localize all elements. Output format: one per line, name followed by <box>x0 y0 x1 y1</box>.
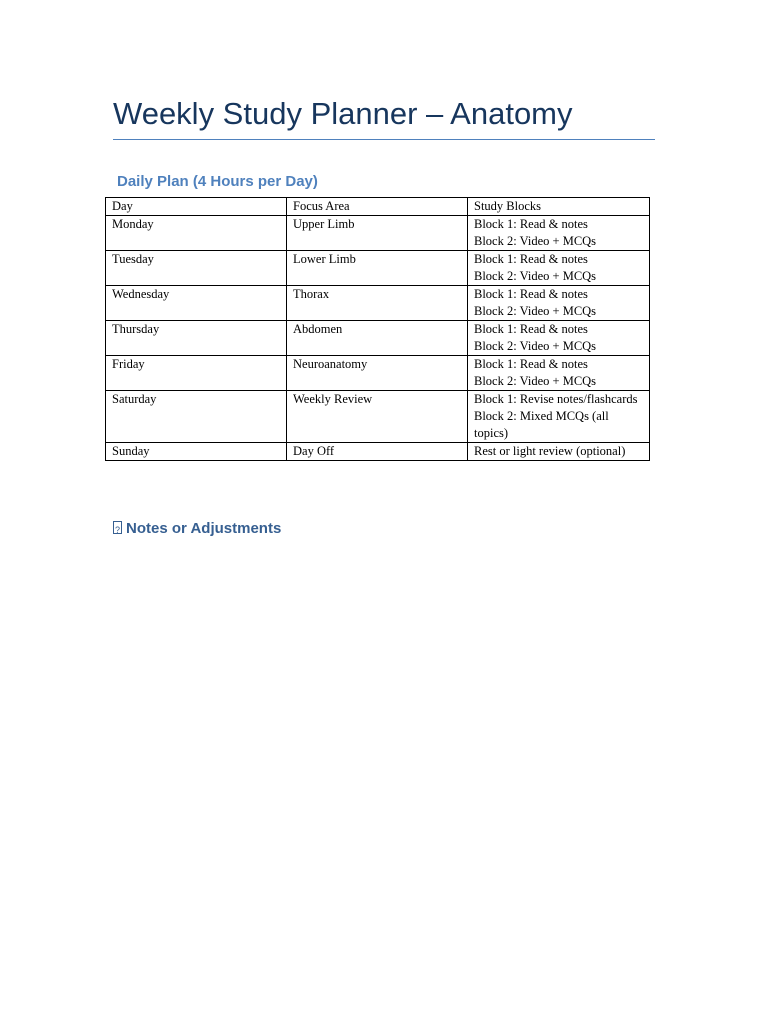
column-header-day: Day <box>106 198 287 216</box>
focus-area-cell: Lower Limb <box>287 251 468 286</box>
study-blocks-cell: Block 1: Read & notes Block 2: Video + MCQs <box>468 216 650 251</box>
day-cell: Monday <box>106 216 287 251</box>
table-row <box>106 321 650 356</box>
daily-plan-table <box>105 197 650 461</box>
title-underline <box>113 139 655 140</box>
day-cell: Sunday <box>106 443 287 461</box>
column-header-focus-area: Focus Area <box>287 198 468 216</box>
day-cell: Saturday <box>106 391 287 443</box>
document-title: Weekly Study Planner – Anatomy <box>113 96 573 131</box>
focus-area-cell: Upper Limb <box>287 216 468 251</box>
notes-heading-label: Notes or Adjustments <box>126 520 282 537</box>
focus-area-cell: Thorax <box>287 286 468 321</box>
table-header-row <box>106 198 650 216</box>
focus-area-cell: Weekly Review <box>287 391 468 443</box>
daily-plan-heading: Daily Plan (4 Hours per Day) <box>117 173 318 190</box>
study-blocks-cell: Rest or light review (optional) <box>468 443 650 461</box>
table-row <box>106 251 650 286</box>
study-blocks-cell: Block 1: Read & notes Block 2: Video + MCQs <box>468 356 650 391</box>
day-cell: Tuesday <box>106 251 287 286</box>
column-header-study-blocks: Study Blocks <box>468 198 650 216</box>
focus-area-cell: Abdomen <box>287 321 468 356</box>
notes-heading <box>113 518 281 540</box>
day-cell: Thursday <box>106 321 287 356</box>
day-cell: Wednesday <box>106 286 287 321</box>
table-row <box>106 286 650 321</box>
table-row <box>106 356 650 391</box>
focus-area-cell: Neuroanatomy <box>287 356 468 391</box>
study-blocks-cell: Block 1: Read & notes Block 2: Video + MCQs <box>468 286 650 321</box>
study-blocks-cell: Block 1: Read & notes Block 2: Video + MCQs <box>468 251 650 286</box>
table-row <box>106 216 650 251</box>
study-blocks-cell: Block 1: Read & notes Block 2: Video + MCQs <box>468 321 650 356</box>
study-blocks-cell: Block 1: Revise notes/flashcards Block 2: Mixed MCQs (all topics) <box>468 391 650 443</box>
table-row <box>106 443 650 461</box>
focus-area-cell: Day Off <box>287 443 468 461</box>
table-row <box>106 391 650 443</box>
missing-glyph-icon <box>113 521 122 534</box>
day-cell: Friday <box>106 356 287 391</box>
